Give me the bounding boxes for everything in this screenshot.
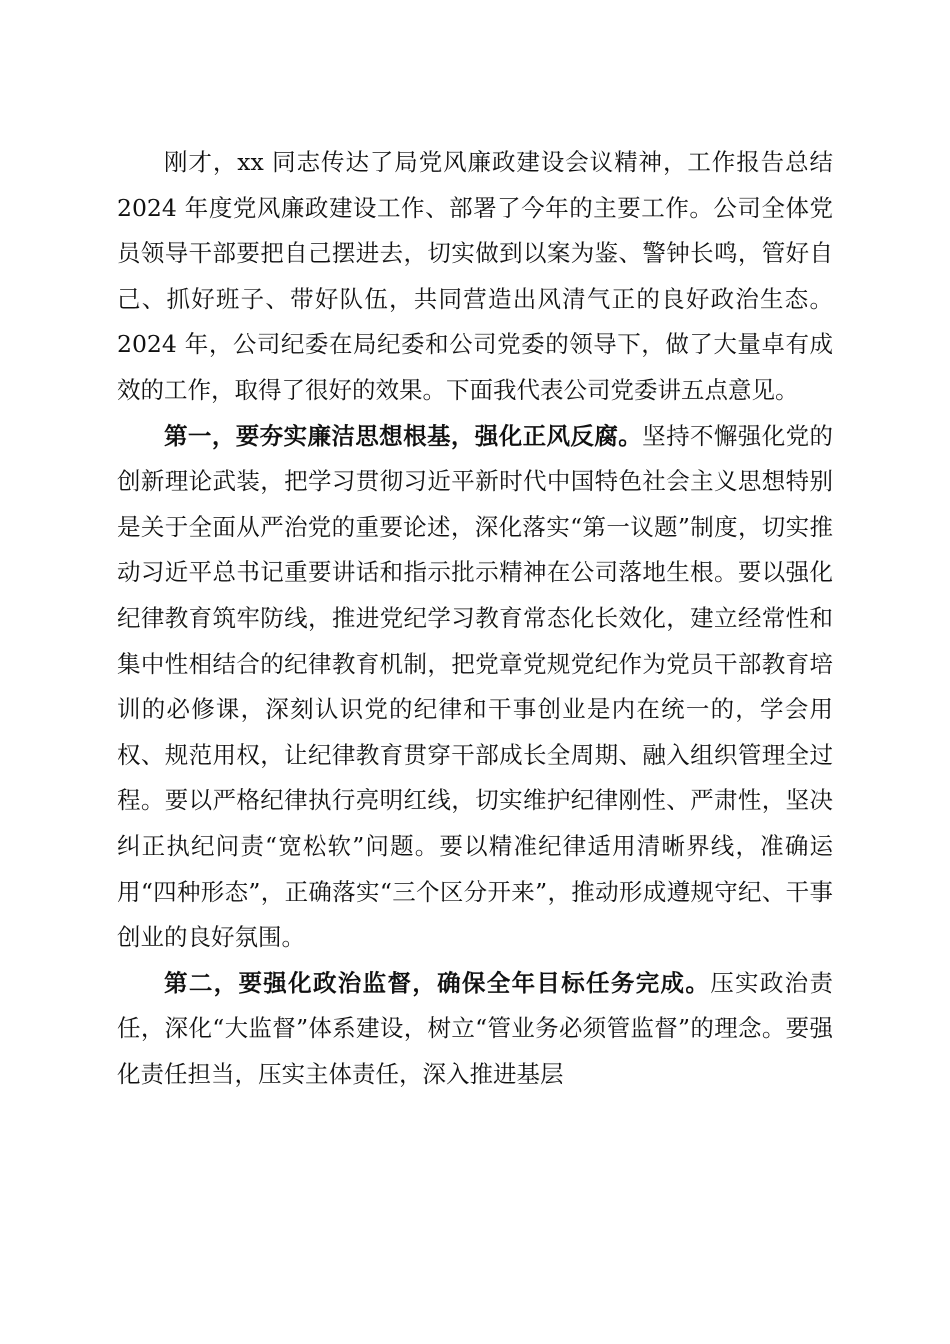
paragraph-lead-heading: 第一，要夯实廉洁思想根基，强化正风反腐。: [164, 421, 643, 450]
document-body: [117, 140, 833, 1097]
paragraph-lead-heading: 第二，要强化政治监督，确保全年目标任务完成。: [164, 968, 711, 997]
paragraph-point-one: [117, 414, 833, 961]
paragraph-text: 坚持不懈强化党的创新理论武装，把学习贯彻习近平新时代中国特色社会主义思想特别是关于全面从严治党的重要论述，深化落实“第一议题”制度，切实推动习近平总书记重要讲话和指示批示精神在公司落地生根。要以强化纪律教育筑牢防线，推进党纪学习教育常态化长效化，建立经常性和集中性相结合的纪律教育机制，把党章党规党纪作为党员干部教育培训的必修课，深刻认识党的纪律和干事创业是内在统一的，学会用权、规范用权，让纪律教育贯穿干部成长全周期、融入组织管理全过程。要以严格纪律执行亮明红线，切实维护纪律刚性、严肃性，坚决纠正执纪问责“宽松软”问题。要以精准纪律适用清晰界线，准确运用“四种形态”，正确落实“三个区分开来”，推动形成遵规守纪、干事创业的良好氛围。: [117, 421, 834, 952]
paragraph-opening: [117, 140, 833, 414]
paragraph-text: 刚才，xx 同志传达了局党风廉政建设会议精神，工作报告总结 2024 年度党风廉政建设工作、部署了今年的主要工作。公司全体党员领导干部要把自己摆进去，切实做到以案为鉴、警钟长鸣，管好自己、抓好班子、带好队伍，共同营造出风清气正的良好政治生态。2024 年，公司纪委在局纪委和公司党委的领导下，做了大量卓有成效的工作，取得了很好的效果。下面我代表公司党委讲五点意见。: [117, 148, 833, 404]
paragraph-text: 压实政治责任，深化“大监督”体系建设，树立“管业务必须管监督”的理念。要强化责任担当，压实主体责任，深入推进基层: [117, 968, 834, 1088]
paragraph-point-two: [117, 961, 833, 1098]
